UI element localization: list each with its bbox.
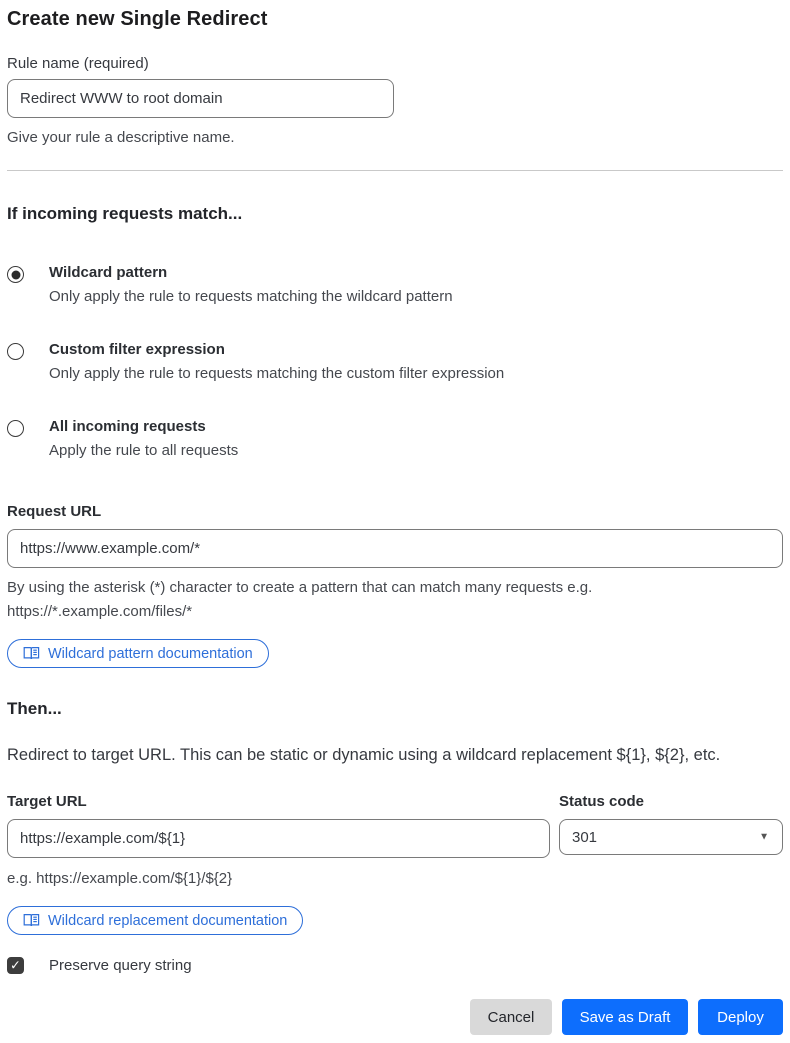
deploy-button[interactable]: Deploy bbox=[698, 999, 783, 1035]
radio-button[interactable] bbox=[7, 420, 24, 437]
radio-option-custom-filter[interactable] bbox=[7, 341, 783, 382]
radio-button[interactable] bbox=[7, 343, 24, 360]
radio-button[interactable] bbox=[7, 266, 24, 283]
match-section-heading: If incoming requests match... bbox=[7, 204, 243, 223]
chevron-down-icon: ▼ bbox=[759, 831, 769, 843]
target-url-label: Target URL bbox=[7, 793, 87, 810]
status-code-label: Status code bbox=[559, 793, 645, 810]
preserve-query-row[interactable] bbox=[7, 957, 783, 974]
save-as-draft-button[interactable]: Save as Draft bbox=[562, 999, 688, 1035]
preserve-query-label: Preserve query string bbox=[49, 957, 192, 974]
cancel-button[interactable]: Cancel bbox=[470, 999, 552, 1035]
radio-option-label: Custom filter expression bbox=[49, 341, 225, 358]
wildcard-pattern-doc-label: Wildcard pattern documentation bbox=[48, 645, 253, 662]
book-icon bbox=[23, 913, 40, 928]
target-status-row bbox=[7, 793, 783, 891]
wildcard-pattern-doc-button[interactable] bbox=[7, 639, 269, 668]
radio-option-label: Wildcard pattern bbox=[49, 264, 168, 281]
target-url-helper: e.g. https://example.com/${1}/${2} bbox=[7, 870, 233, 887]
radio-option-label: All incoming requests bbox=[49, 418, 206, 435]
then-section-heading: Then... bbox=[7, 699, 62, 718]
then-section-description: Redirect to target URL. This can be static or dynamic using a wildcard replacement ${1}, ${2}, etc. bbox=[7, 746, 721, 764]
page-title: Create new Single Redirect bbox=[7, 8, 268, 30]
radio-option-description: Only apply the rule to requests matching the wildcard pattern bbox=[49, 288, 453, 305]
form-actions bbox=[7, 999, 783, 1035]
target-url-input[interactable] bbox=[7, 819, 550, 858]
status-code-select[interactable] bbox=[559, 819, 783, 855]
match-type-radio-group bbox=[7, 264, 783, 459]
radio-option-description: Only apply the rule to requests matching the custom filter expression bbox=[49, 365, 505, 382]
rule-name-input[interactable] bbox=[7, 79, 394, 118]
request-url-helper: By using the asterisk (*) character to create a pattern that can match many requests e.g. https://*.example.com/files/* bbox=[7, 579, 593, 620]
radio-option-description: Apply the rule to all requests bbox=[49, 442, 239, 459]
wildcard-replacement-doc-label: Wildcard replacement documentation bbox=[48, 912, 288, 929]
rule-name-label: Rule name (required) bbox=[7, 55, 149, 72]
preserve-query-checkbox[interactable] bbox=[7, 957, 24, 974]
request-url-input[interactable] bbox=[7, 529, 783, 568]
radio-option-all-requests[interactable] bbox=[7, 418, 783, 459]
book-icon bbox=[23, 646, 40, 661]
status-code-value: 301 bbox=[572, 828, 598, 846]
section-divider bbox=[7, 170, 783, 171]
wildcard-replacement-doc-button[interactable] bbox=[7, 906, 303, 935]
radio-option-wildcard-pattern[interactable] bbox=[7, 264, 783, 305]
rule-name-helper: Give your rule a descriptive name. bbox=[7, 129, 235, 146]
request-url-label: Request URL bbox=[7, 503, 102, 520]
